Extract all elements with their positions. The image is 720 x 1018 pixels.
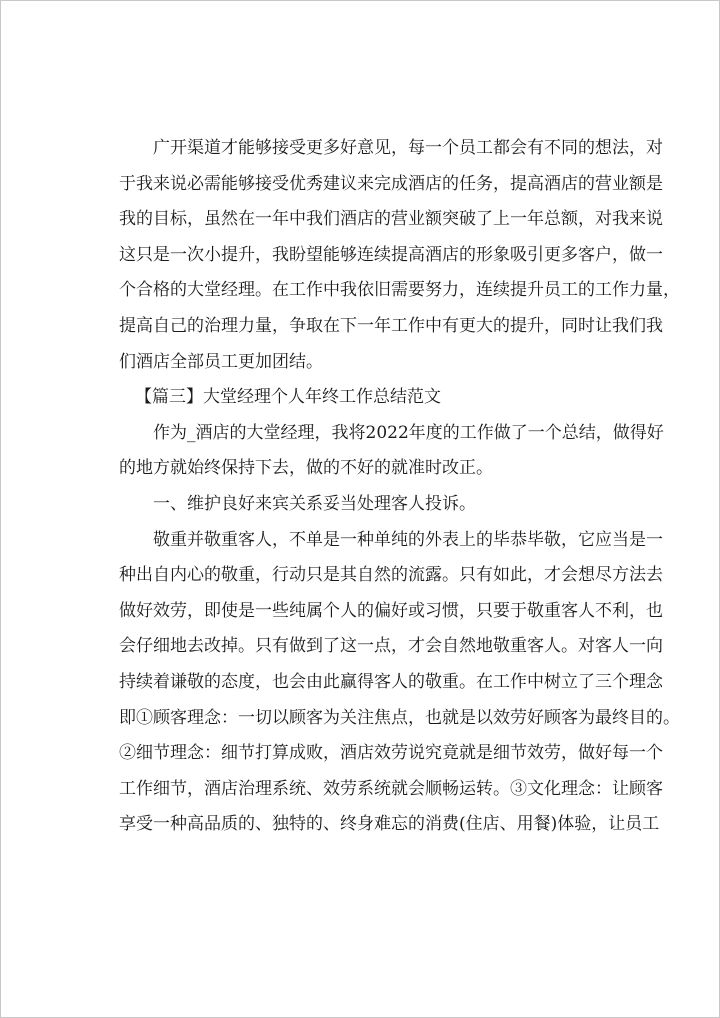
paragraph-line: 广开渠道才能够接受更多好意见，每一个员工都会有不同的想法，对	[153, 138, 663, 158]
paragraph-line: 做好效劳，即使是一些纯属个人的偏好或习惯，只要于敬重客人不利，也	[119, 600, 663, 621]
paragraph-line: ②细节理念：细节打算成败，酒店效劳说究竟就是细节效劳，做好每一个	[119, 743, 663, 764]
paragraph-line: 敬重并敬重客人，不单是一种单纯的外表上的毕恭毕敬，它应当是一	[153, 529, 663, 550]
paragraph-line: 享受一种高品质的、独特的、终身难忘的消费(住店、用餐)体验，让员工	[119, 814, 660, 835]
paragraph-line: 于我来说必需能够接受优秀建议来完成酒店的任务，提高酒店的营业额是	[119, 173, 663, 194]
paragraph-line: 种出自内心的敬重，行动只是其自然的流露。只有如此，才会想尽方法去	[119, 565, 663, 586]
paragraph-line: 们酒店全部员工更加团结。	[119, 351, 323, 372]
paragraph-line: 的地方就始终保持下去，做的不好的就准时改正。	[119, 458, 493, 479]
section-heading: 【篇三】大堂经理个人年终工作总结范文	[135, 387, 441, 408]
paragraph-line: 个合格的大堂经理。在工作中我依旧需要努力，连续提升员工的工作力量，	[119, 280, 680, 301]
paragraph-line: 会仔细地去改掉。只有做到了这一点，才会自然地敬重客人。对客人一向	[119, 636, 663, 657]
paragraph-line: 作为_酒店的大堂经理，我将2022年度的工作做了一个总结，做得好	[153, 422, 664, 443]
paragraph-line: 即①顾客理念：一切以顾客为关注焦点，也就是以效劳好顾客为最终目的。	[119, 707, 680, 728]
paragraph-line: 这只是一次小提升，我盼望能够连续提高酒店的形象吸引更多客户，做一	[119, 244, 663, 265]
subheading: 一、维护良好来宾关系妥当处理客人投诉。	[153, 493, 476, 514]
paragraph-line: 持续着谦敬的态度，也会由此赢得客人的敬重。在工作中树立了三个理念	[119, 671, 663, 692]
paragraph-line: 提高自己的治理力量，争取在下一年工作中有更大的提升，同时让我们我	[119, 315, 663, 336]
document-body	[119, 131, 680, 843]
paragraph-line: 我的目标，虽然在一年中我们酒店的营业额突破了上一年总额，对我来说	[119, 209, 663, 230]
paragraph-line: 工作细节，酒店治理系统、效劳系统就会顺畅运转。③文化理念：让顾客	[119, 778, 663, 799]
